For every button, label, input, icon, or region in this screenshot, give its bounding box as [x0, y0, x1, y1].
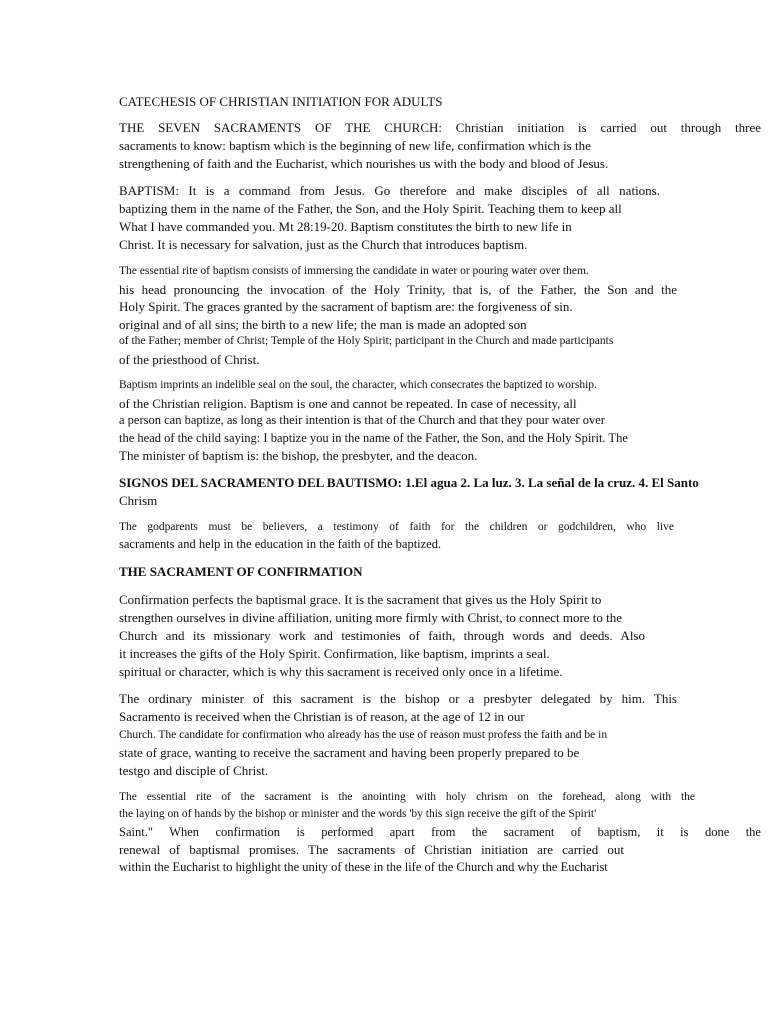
text-line: strengthen ourselves in divine affiliation, uniting more firmly with Christ, to connect more to the: [119, 609, 623, 625]
text-line: Confirmation perfects the baptismal grace. It is the sacrament that gives us the Holy Spirit to: [119, 591, 602, 607]
minister-paragraph: [119, 690, 761, 780]
text-line: The essential rite of the sacrament is the anointing with holy chrism on the forehead, along with the: [119, 790, 695, 803]
text-line: testgo and disciple of Christ.: [119, 762, 269, 778]
text-line: original and of all sins; the birth to a new life; the man is made an adopted son: [119, 316, 527, 332]
seven-sacraments-paragraph: [119, 119, 761, 173]
text-line: Church. The candidate for confirmation who already has the use of reason must profess the faith and be in: [119, 728, 608, 741]
text-line: sacraments to know: baptism which is the beginning of new life, confirmation which is the: [119, 138, 591, 153]
baptism-rite-paragraph: [119, 263, 761, 368]
text-line: renewal of baptismal promises. The sacraments of Christian initiation are carried out: [119, 842, 624, 857]
confirmation-rite-paragraph: [119, 789, 761, 877]
document-title: CATECHESIS OF CHRISTIAN INITIATION FOR ADULTS: [119, 94, 443, 109]
text-line: THE SEVEN SACRAMENTS OF THE CHURCH: Christian initiation is carried out through three: [119, 120, 761, 135]
text-line: the laying on of hands by the bishop or minister and the words 'by this sign receive the gift of the Spirit': [119, 808, 597, 820]
text-line: within the Eucharist to highlight the unity of these in the life of the Church and why the Eucharist: [119, 859, 608, 874]
document-page: [119, 93, 761, 885]
text-line: Sacramento is received when the Christian is of reason, at the age of 12 in our: [119, 708, 525, 724]
text-line: The minister of baptism is: the bishop, the presbyter, and the deacon.: [119, 448, 478, 463]
text-line: Holy Spirit. The graces granted by the sacrament of baptism are: the forgiveness of sin.: [119, 299, 573, 314]
confirmation-heading: THE SACRAMENT OF CONFIRMATION: [119, 563, 363, 579]
text-line: Baptism imprints an indelible seal on the soul, the character, which consecrates the baptized to worship.: [119, 379, 597, 391]
text-line: his head pronouncing the invocation of the Holy Trinity, that is, of the Father, the Son and the: [119, 281, 677, 297]
text-line: sacraments and help in the education in the faith of the baptized.: [119, 537, 442, 551]
text-line: state of grace, wanting to receive the sacrament and having been properly prepared to be: [119, 744, 580, 760]
text-line: The essential rite of baptism consists of immersing the candidate in water or pouring water over them.: [119, 265, 589, 277]
text-line: a person can baptize, as long as their intention is that of the Church and that they pour water over: [119, 413, 605, 427]
baptism-seal-paragraph: [119, 377, 761, 465]
text-line: of the priesthood of Christ.: [119, 351, 260, 367]
text-line: The godparents must be believers, a testimony of faith for the children or godchildren, who live: [119, 520, 674, 533]
text-line: of the Father; member of Christ; Temple of the Holy Spirit; participant in the Church and made participants: [119, 335, 614, 347]
signs-line: [119, 474, 761, 492]
text-line: of the Christian religion. Baptism is one and cannot be repeated. In case of necessity, all: [119, 395, 577, 411]
text-line: Christ. It is necessary for salvation, just as the Church that introduces baptism.: [119, 237, 528, 252]
signs-paragraph: [119, 474, 761, 510]
text-line: strengthening of faith and the Eucharist, which nourishes us with the body and blood of Jesus.: [119, 156, 609, 171]
text-line: Saint." When confirmation is performed apart from the sacrament of baptism, it is done the: [119, 824, 761, 839]
confirmation-paragraph: [119, 591, 761, 681]
baptism-paragraph: [119, 182, 761, 254]
text-line: baptizing them in the name of the Father, the Son, and the Holy Spirit. Teaching them to keep all: [119, 201, 622, 216]
text-line: Church and its missionary work and testimonies of faith, through words and deeds. Also: [119, 627, 645, 643]
text-line: it increases the gifts of the Holy Spirit. Confirmation, like baptism, imprints a seal.: [119, 645, 550, 661]
godparents-paragraph: [119, 519, 761, 554]
text-line: The ordinary minister of this sacrament is the bishop or a presbyter delegated by him. This: [119, 690, 677, 706]
text-line: spiritual or character, which is why this sacrament is received only once in a lifetime.: [119, 663, 563, 679]
text-line: BAPTISM: It is a command from Jesus. Go therefore and make disciples of all nations.: [119, 183, 660, 198]
text-line: Chrism: [119, 492, 158, 508]
signs-heading: SIGNOS DEL SACRAMENTO DEL BAUTISMO: 1.El agua 2. La luz. 3. La señal de la cruz. 4. El Santo: [119, 474, 699, 490]
text-line: the head of the child saying: I baptize you in the name of the Father, the Son, and the Holy Spirit. The: [119, 430, 628, 445]
text-line: What I have commanded you. Mt 28:19-20. Baptism constitutes the birth to new life in: [119, 219, 572, 234]
